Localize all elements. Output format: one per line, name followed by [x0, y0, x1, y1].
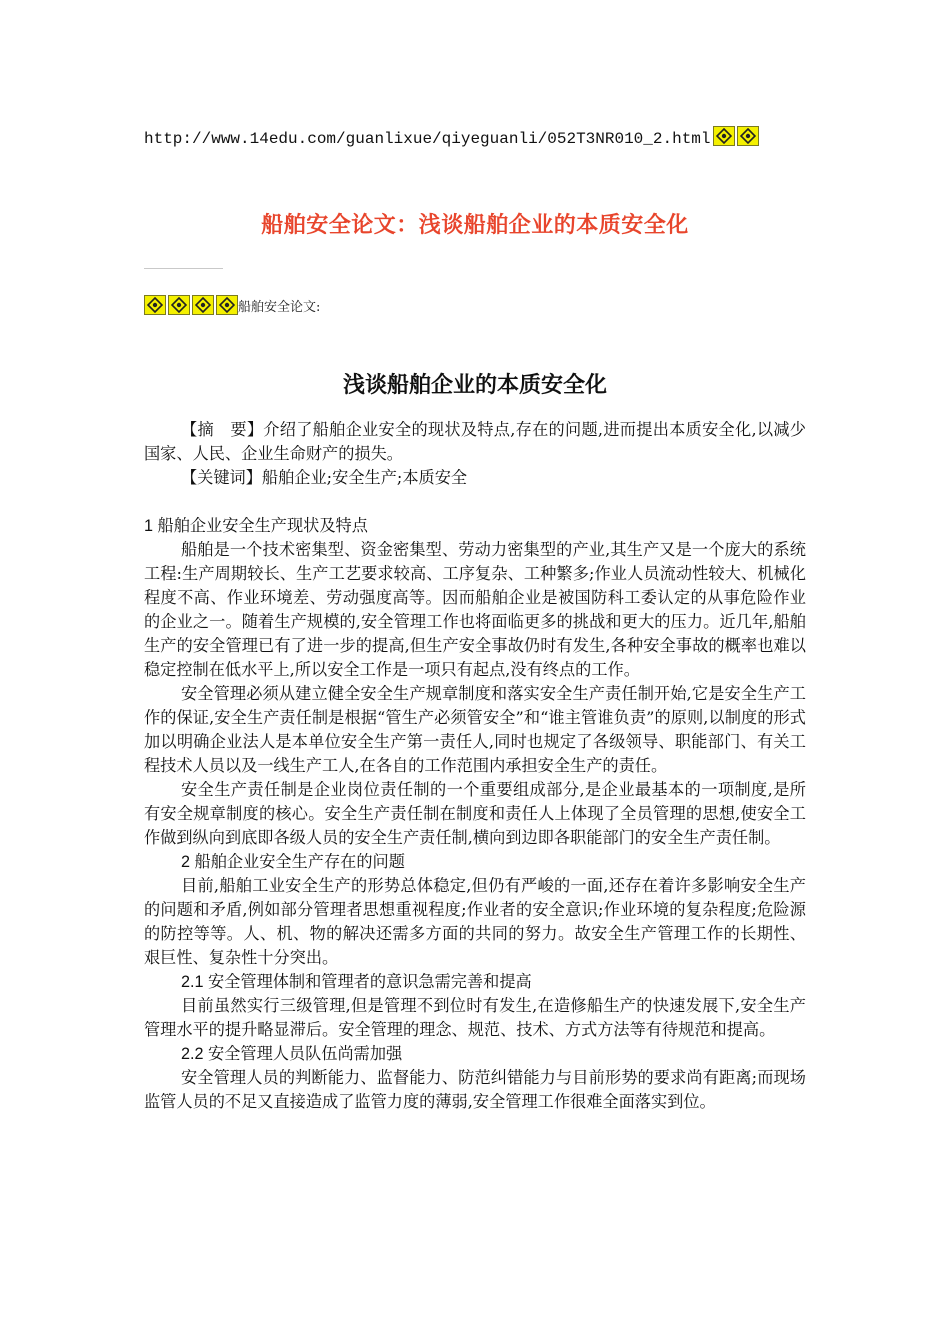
source-icon-group	[144, 295, 238, 315]
diamond-icon	[713, 126, 735, 146]
diamond-icon	[216, 295, 238, 315]
section-heading-1: 1 船舶企业安全生产现状及特点	[144, 517, 368, 535]
paragraph: 安全生产责任制是企业岗位责任制的一个重要组成部分,是企业最基本的一项制度,是所有安全规章制度的核心。安全生产责任制在制度和责任人上体现了全员管理的思想,使安全工作做到纵向到底即各级人员的安全生产责任制,横向到边即各职能部门的安全生产责任制。	[144, 780, 806, 847]
paragraph: 安全管理人员的判断能力、监督能力、防范纠错能力与目前形势的要求尚有距离;而现场监管人员的不足又直接造成了监管力度的薄弱,安全管理工作很难全面落实到位。	[144, 1068, 806, 1111]
diamond-icon	[737, 126, 759, 146]
paragraph: 目前虽然实行三级管理,但是管理不到位时有发生,在造修船生产的快速发展下,安全生产管理水平的提升略显滞后。安全管理的理念、规范、技术、方式方法等有待规范和提高。	[144, 996, 806, 1039]
subsection-heading-2-2: 2.2 安全管理人员队伍尚需加强	[181, 1045, 403, 1063]
paragraph: 安全管理必须从建立健全安全生产规章制度和落实安全生产责任制开始,它是安全生产工作的保证,安全生产责任制是根据“管生产必须管安全”和“谁主管谁负责”的原则,以制度的形式加以明确企业法人是本单位安全生产第一责任人,同时也规定了各级领导、职能部门、有关工程技术人员以及一线生产工人,在各自的工作范围内承担安全生产的责任。	[144, 684, 806, 775]
paragraph: 船舶是一个技术密集型、资金密集型、劳动力密集型的产业,其生产又是一个庞大的系统工程:生产周期较长、生产工艺要求较高、工序复杂、工种繁多;作业人员流动性较大、机械化程度不高、作业环境差、劳动强度高等。因而船舶企业是被国防科工委认定的从事危险作业的企业之一。随着生产规模的,安全管理工作也将面临更多的挑战和更大的压力。近几年,船舶生产的安全管理已有了进一步的提高,但生产安全事故仍时有发生,各种安全事故的概率也难以稳定控制在低水平上,所以安全工作是一项只有起点,没有终点的工作。	[144, 540, 806, 679]
source-url-link[interactable]: http://www.14edu.com/guanlixue/qiyeguanli/052T3NR010_2.html	[144, 130, 711, 148]
diamond-icon	[144, 295, 166, 315]
subsection-heading-2-1: 2.1 安全管理体制和管理者的意识急需完善和提高	[181, 973, 532, 991]
diamond-icon	[192, 295, 214, 315]
url-icon-group	[713, 126, 759, 146]
diamond-icon	[168, 295, 190, 315]
source-url-line	[144, 126, 759, 150]
paragraph: 目前,船舶工业安全生产的形势总体稳定,但仍有严峻的一面,还存在着许多影响安全生产的问题和矛盾,例如部分管理者思想重视程度;作业者的安全意识;作业环境的复杂程度;危险源的防控等等。人、机、物的解决还需多方面的共同的努力。故安全生产管理工作的长期性、艰巨性、复杂性十分突出。	[144, 876, 806, 967]
divider	[144, 268, 223, 269]
source-label: 船舶安全论文:	[238, 300, 321, 315]
article-body	[144, 418, 806, 1114]
source-line	[144, 295, 320, 318]
keywords: 【关键词】船舶企业;安全生产;本质安全	[181, 468, 468, 487]
abstract: 【摘 要】介绍了船舶企业安全的现状及特点,存在的问题,进而提出本质安全化,以减少国家、人民、企业生命财产的损失。	[144, 420, 806, 463]
article-title: 浅谈船舶企业的本质安全化	[342, 373, 607, 398]
site-article-title: 船舶安全论文：浅谈船舶企业的本质安全化	[261, 213, 689, 238]
section-heading-2: 2 船舶企业安全生产存在的问题	[181, 853, 405, 871]
